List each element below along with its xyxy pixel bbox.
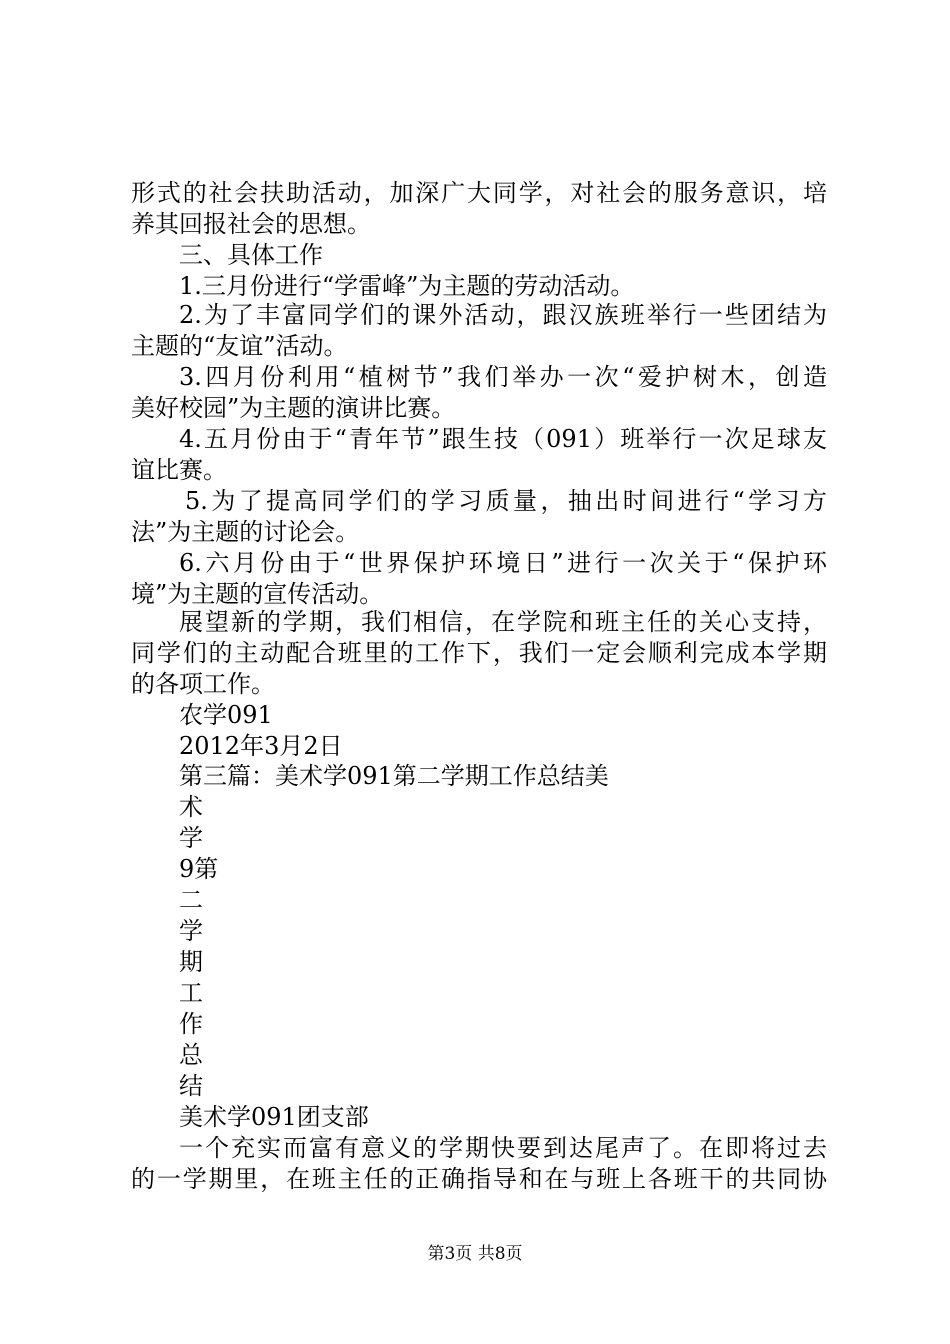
text-line: 作 — [179, 1010, 203, 1038]
page-footer: 第3页 共8页 — [427, 1244, 523, 1264]
text-line: 总 — [179, 1041, 203, 1069]
text-line: 学 — [179, 917, 203, 945]
text-line: 2.为了丰富同学们的课外活动，跟汉族班举行一些团结为 — [179, 301, 827, 329]
text-line: 4.五月份由于“青年节”跟生技（091）班举行一次足球友 — [179, 425, 827, 453]
text-line: 三、具体工作 — [179, 241, 323, 269]
text-line: 养其回报社会的思想。 — [131, 210, 371, 238]
text-line: 结 — [179, 1072, 203, 1100]
text-line: 同学们的主动配合班里的工作下，我们一定会顺利完成本学期 — [131, 639, 827, 667]
text-line: 2012年3月2日 — [179, 732, 343, 760]
text-line: 6.六月份由于“世界保护环境日”进行一次关于“保护环 — [179, 549, 827, 577]
text-line: 9第 — [179, 855, 219, 883]
text-line: 二 — [179, 886, 203, 914]
text-line: 形式的社会扶助活动，加深广大同学，对社会的服务意识，培 — [131, 179, 827, 207]
text-line: 工 — [179, 979, 203, 1007]
text-line: 5.为了提高同学们的学习质量，抽出时间进行“学习方 — [185, 487, 827, 515]
text-line: 一个充实而富有意义的学期快要到达尾声了。在即将过去 — [179, 1134, 827, 1162]
text-line: 农学091 — [179, 701, 273, 729]
text-line: 谊比赛。 — [131, 456, 227, 484]
text-line: 3.四月份利用“植树节”我们举办一次“爱护树木，创造 — [179, 363, 827, 391]
text-line: 展望新的学期，我们相信，在学院和班主任的关心支持， — [179, 608, 827, 636]
text-line: 美术学091团支部 — [179, 1103, 369, 1131]
text-line: 美好校园”为主题的演讲比赛。 — [131, 394, 456, 422]
text-line: 的各项工作。 — [131, 670, 275, 698]
text-line: 境”为主题的宣传活动。 — [131, 580, 384, 608]
text-line: 1.三月份进行“学雷峰”为主题的劳动活动。 — [179, 272, 635, 300]
text-line: 主题的“友谊”活动。 — [131, 332, 348, 360]
section-heading: 第三篇：美术学091第二学期工作总结美 — [179, 762, 609, 790]
text-line: 的一学期里，在班主任的正确指导和在与班上各班干的共同协 — [131, 1165, 827, 1193]
text-line: 法”为主题的讨论会。 — [131, 518, 360, 546]
text-line: 期 — [179, 948, 203, 976]
text-line: 学 — [179, 824, 203, 852]
text-line: 术 — [179, 793, 203, 821]
